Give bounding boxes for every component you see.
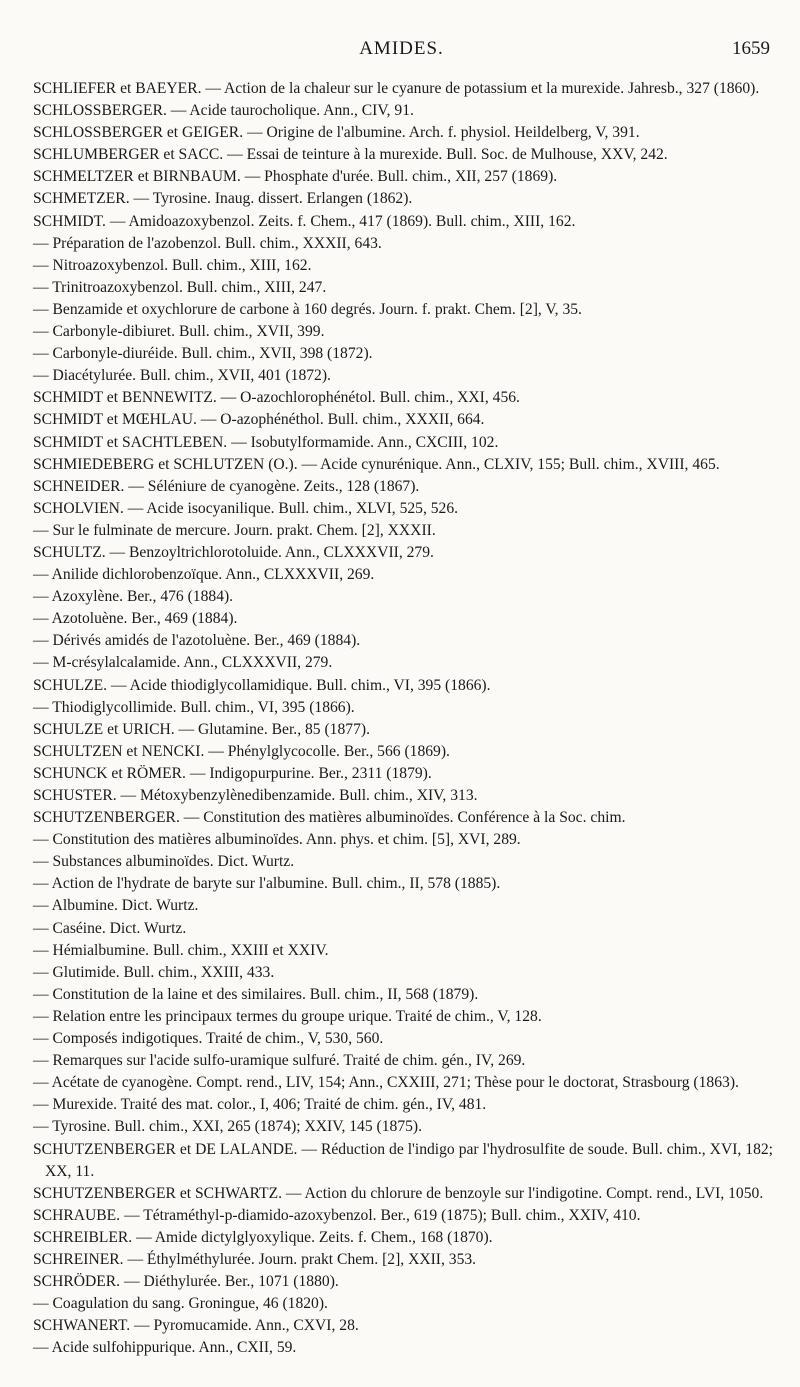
bibliography-entry: SCHULZE et URICH. — Glutamine. Ber., 85 (1877). [33, 720, 370, 738]
bibliography-entry: — Murexide. Traité des mat. color., I, 406; Traité de chim. gén., IV, 481. [33, 1096, 487, 1114]
bibliography-list [33, 78, 773, 1359]
bibliography-entry: — Dérivés amidés de l'azotoluène. Ber., 469 (1884). [33, 632, 361, 650]
bibliography-entry: — Préparation de l'azobenzol. Bull. chim., XXXII, 643. [33, 234, 382, 252]
bibliography-entry: SCHLUMBERGER et SACC. — Essai de teinture à la murexide. Bull. Soc. de Mulhouse, XXV, 242. [33, 146, 668, 164]
bibliography-entry: SCHWANERT. — Pyromucamide. Ann., CXVI, 28. [33, 1317, 359, 1335]
bibliography-entry: — Remarques sur l'acide sulfo-uramique sulfuré. Traité de chim. gén., IV, 269. [33, 1052, 526, 1070]
bibliography-entry: SCHREIBLER. — Amide dictylglyoxylique. Zeits. f. Chem., 168 (1870). [33, 1228, 493, 1246]
bibliography-entry: — Coagulation du sang. Groningue, 46 (1820). [33, 1295, 328, 1313]
bibliography-entry: SCHUTZENBERGER et SCHWARTZ. — Action du chlorure de benzoyle sur l'indigotine. Compt. rend., LVI, 1050. [33, 1184, 764, 1202]
bibliography-entry: — Acide sulfohippurique. Ann., CXII, 59. [33, 1339, 297, 1357]
bibliography-entry: SCHMELTZER et BIRNBAUM. — Phosphate d'urée. Bull. chim., XII, 257 (1869). [33, 168, 558, 186]
bibliography-entry: — Carbonyle-diuréide. Bull. chim., XVII, 398 (1872). [33, 345, 373, 363]
bibliography-entry: SCHMETZER. — Tyrosine. Inaug. dissert. Erlangen (1862). [33, 190, 413, 208]
bibliography-entry: SCHLOSSBERGER. — Acide taurocholique. Ann., CIV, 91. [33, 102, 414, 120]
bibliography-entry: SCHRAUBE. — Tétraméthyl-p-diamido-azoxybenzol. Ber., 619 (1875); Bull. chim., XXIV, 410. [33, 1206, 641, 1224]
bibliography-entry: SCHUTZENBERGER et DE LALANDE. — Réduction de l'indigo par l'hydrosulfite de soude. Bull. chim., XVI, 182; XX, 11. [33, 1140, 773, 1180]
bibliography-entry: — Constitution des matières albuminoïdes. Ann. phys. et chim. [5], XVI, 289. [33, 831, 521, 849]
bibliography-entry: — Albumine. Dict. Wurtz. [33, 897, 199, 915]
running-title: AMIDES. [359, 38, 444, 59]
bibliography-entry: — Glutimide. Bull. chim., XXIII, 433. [33, 963, 275, 981]
bibliography-entry: SCHLIEFER et BAEYER. — Action de la chaleur sur le cyanure de potassium et la murexide. Jahresb., 327 (1860). [33, 80, 760, 97]
bibliography-entry: — Hémialbumine. Bull. chim., XXIII et XXIV. [33, 941, 329, 959]
bibliography-entry: SCHMIDT. — Amidoazoxybenzol. Zeits. f. Chem., 417 (1869). Bull. chim., XIII, 162. [33, 212, 576, 230]
bibliography-entry: — Azoxylène. Ber., 476 (1884). [33, 588, 234, 606]
bibliography-entry: — Caséine. Dict. Wurtz. [33, 919, 187, 937]
bibliography-entry: — Tyrosine. Bull. chim., XXI, 265 (1874); XXIV, 145 (1875). [33, 1118, 423, 1136]
bibliography-entry: SCHUNCK et RÖMER. — Indigopurpurine. Ber., 2311 (1879). [33, 764, 432, 782]
bibliography-entry: SCHULZE. — Acide thiodiglycollamidique. Bull. chim., VI, 395 (1866). [33, 676, 491, 694]
bibliography-entry: SCHMIDT et MŒHLAU. — O-azophénéthol. Bull. chim., XXXII, 664. [33, 411, 485, 429]
bibliography-entry: — Constitution de la laine et des similaires. Bull. chim., II, 568 (1879). [33, 985, 479, 1003]
bibliography-entry: SCHMIEDEBERG et SCHLUTZEN (O.). — Acide cynurénique. Ann., CLXIV, 155; Bull. chim., XVIII, 465. [33, 455, 720, 473]
bibliography-entry: SCHMIDT et SACHTLEBEN. — Isobutylformamide. Ann., CXCIII, 102. [33, 433, 499, 451]
bibliography-entry: — Trinitroazoxybenzol. Bull. chim., XIII, 247. [33, 278, 327, 296]
bibliography-entry: SCHLOSSBERGER et GEIGER. — Origine de l'albumine. Arch. f. physiol. Heildelberg, V, 391. [33, 124, 640, 142]
bibliography-entry: — Diacétylurée. Bull. chim., XVII, 401 (1872). [33, 367, 331, 385]
bibliography-entry: SCHUTZENBERGER. — Constitution des matières albuminoïdes. Conférence à la Soc. chim. [33, 809, 626, 827]
bibliography-entry: SCHNEIDER. — Séléniure de cyanogène. Zeits., 128 (1867). [33, 477, 420, 495]
bibliography-entry: — Substances albuminoïdes. Dict. Wurtz. [33, 853, 295, 871]
bibliography-entry: — Azotoluène. Ber., 469 (1884). [33, 610, 238, 628]
bibliography-entry: SCHRÖDER. — Diéthylurée. Ber., 1071 (1880). [33, 1273, 339, 1291]
bibliography-entry: SCHUSTER. — Métoxybenzylènedibenzamide. Bull. chim., XIV, 313. [33, 787, 478, 804]
bibliography-entry: — Composés indigotiques. Traité de chim., V, 530, 560. [33, 1030, 384, 1048]
bibliography-entry: SCHULTZEN et NENCKI. — Phénylglycocolle. Ber., 566 (1869). [33, 742, 450, 760]
bibliography-entry: — Action de l'hydrate de baryte sur l'albumine. Bull. chim., II, 578 (1885). [33, 875, 501, 893]
bibliography-entry: — Benzamide et oxychlorure de carbone à 160 degrés. Journ. f. prakt. Chem. [2], V, 35. [33, 300, 582, 318]
bibliography-entry: — Acétate de cyanogène. Compt. rend., LIV, 154; Ann., CXXIII, 271; Thèse pour le doctorat, Strasbourg (1863). [33, 1074, 739, 1092]
bibliography-entry: SCHULTZ. — Benzoyltrichlorotoluide. Ann., CLXXXVII, 279. [33, 543, 434, 561]
bibliography-entry: — Carbonyle-dibiuret. Bull. chim., XVII, 399. [33, 323, 325, 341]
bibliography-entry: — Nitroazoxybenzol. Bull. chim., XIII, 162. [33, 256, 312, 274]
bibliography-entry: — M-crésylalcalamide. Ann., CLXXXVII, 279. [33, 654, 333, 672]
bibliography-entry: SCHREINER. — Éthylméthylurée. Journ. prakt Chem. [2], XXII, 353. [33, 1250, 477, 1268]
bibliography-entry: — Thiodiglycollimide. Bull. chim., VI, 395 (1866). [33, 698, 355, 716]
page-number: 1659 [732, 38, 770, 59]
bibliography-entry: — Relation entre les principaux termes du groupe urique. Traité de chim., V, 128. [33, 1007, 542, 1025]
page-header [33, 38, 770, 64]
bibliography-entry: SCHOLVIEN. — Acide isocyanilique. Bull. chim., XLVI, 525, 526. [33, 499, 459, 517]
bibliography-entry: — Anilide dichlorobenzoïque. Ann., CLXXXVII, 269. [33, 566, 375, 584]
bibliography-entry: — Sur le fulminate de mercure. Journ. prakt. Chem. [2], XXXII. [33, 521, 436, 539]
bibliography-entry: SCHMIDT et BENNEWITZ. — O-azochlorophénétol. Bull. chim., XXI, 456. [33, 389, 520, 407]
